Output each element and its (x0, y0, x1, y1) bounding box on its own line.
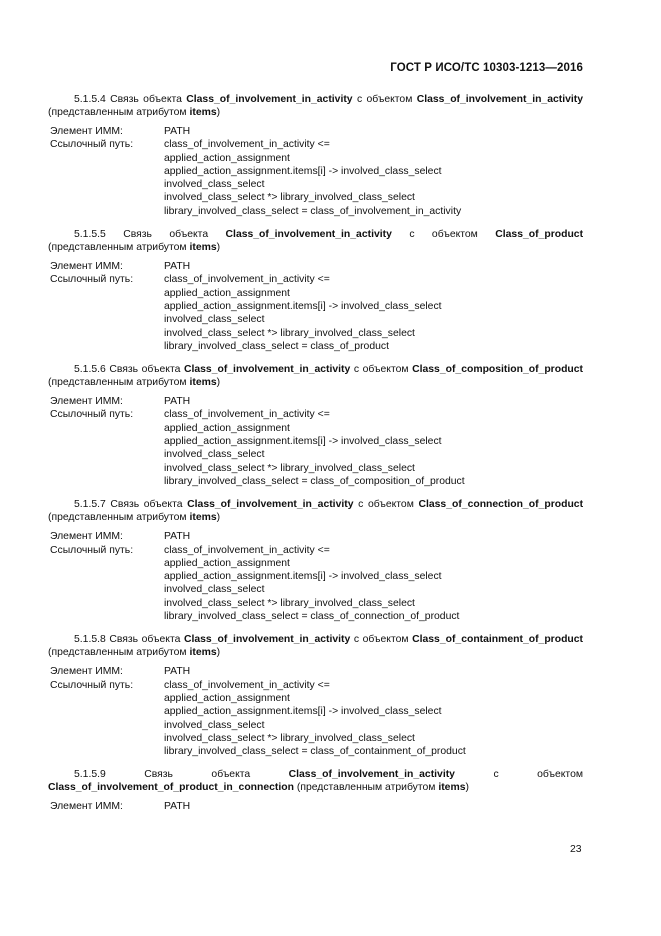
document-body (48, 93, 583, 824)
aim-element-value: PATH (164, 666, 191, 678)
mapping-section (48, 768, 583, 813)
section-number: 5.1.5.6 (74, 364, 106, 376)
aim-element-label: Элемент ИММ: (50, 126, 123, 137)
reference-path-label: Ссылочный путь: (50, 544, 134, 556)
attribute-prefix: (представленным атрибутом (296, 782, 436, 794)
section-number: 5.1.5.8 (74, 634, 106, 646)
section-heading (48, 228, 583, 254)
reference-path-line: applied_action_assignment (164, 287, 290, 299)
section-number: 5.1.5.7 (74, 499, 106, 511)
mapping-section (48, 633, 583, 758)
heading-connector: с объектом (493, 769, 583, 781)
source-entity: Class_of_involvement_in_activity (187, 499, 354, 511)
attribute-prefix: (представленным атрибутом (48, 242, 187, 254)
reference-path-label: Ссылочный путь: (50, 139, 134, 151)
reference-path (164, 544, 583, 624)
section-number: 5.1.5.5 (74, 229, 106, 241)
attribute-suffix: ) (216, 242, 221, 254)
mapping-section (48, 228, 583, 353)
heading-intro: Связь объекта (123, 229, 209, 241)
reference-path-line: library_involved_class_select = class_of_product (164, 340, 389, 352)
attribute-name: items (189, 377, 217, 389)
aim-element-row (48, 260, 583, 273)
attribute-prefix: (представленным атрибутом (48, 647, 187, 659)
reference-path-line: applied_action_assignment.items[i] -> involved_class_select (164, 706, 442, 718)
reference-path-line: class_of_involvement_in_activity <= (164, 544, 330, 556)
reference-path-line: involved_class_select (164, 449, 265, 461)
heading-intro: Связь объекта (110, 499, 183, 511)
reference-path-line: library_involved_class_select = class_of_containment_of_product (164, 746, 466, 758)
section-heading (48, 363, 583, 389)
section-heading (48, 93, 583, 119)
aim-element-row (48, 665, 583, 678)
reference-path-row (48, 408, 583, 488)
heading-connector: с объектом (353, 634, 409, 646)
reference-path (164, 273, 583, 353)
reference-path-line: applied_action_assignment (164, 557, 290, 569)
reference-path-line: involved_class_select (164, 179, 265, 191)
target-entity: Class_of_involvement_in_activity (416, 94, 584, 105)
reference-path-line: involved_class_select *> library_involved_class_select (164, 462, 415, 474)
page-number: 23 (570, 844, 582, 855)
heading-connector: с объектом (356, 94, 413, 105)
reference-path-line: involved_class_select *> library_involved_class_select (164, 327, 415, 339)
aim-element-row (48, 125, 583, 138)
target-entity: Class_of_containment_of_product (412, 634, 584, 646)
section-heading (48, 633, 583, 659)
reference-path-line: library_involved_class_select = class_of_connection_of_product (164, 611, 460, 623)
target-entity: Class_of_product (495, 229, 584, 241)
target-entity: Class_of_involvement_of_product_in_connection (48, 782, 294, 794)
aim-element-value: PATH (164, 126, 191, 137)
attribute-name: items (189, 647, 217, 659)
aim-element-label: Элемент ИММ: (50, 531, 123, 543)
aim-element-value: PATH (164, 261, 191, 273)
reference-path (164, 138, 583, 218)
heading-intro: Связь объекта (144, 769, 251, 781)
attribute-suffix: ) (216, 377, 221, 389)
reference-path-line: library_involved_class_select = class_of_composition_of_product (164, 475, 465, 487)
reference-path-line: involved_class_select *> library_involved_class_select (164, 597, 415, 609)
aim-element-row (48, 800, 583, 813)
aim-element-label: Элемент ИММ: (50, 801, 123, 813)
source-entity: Class_of_involvement_in_activity (288, 769, 455, 781)
reference-path-line: applied_action_assignment.items[i] -> involved_class_select (164, 300, 442, 312)
section-heading (48, 498, 583, 524)
reference-path-line: class_of_involvement_in_activity <= (164, 139, 330, 151)
heading-intro: Связь объекта (109, 634, 181, 646)
reference-path-row (48, 544, 583, 624)
reference-path-line: applied_action_assignment.items[i] -> involved_class_select (164, 436, 442, 448)
reference-path-row (48, 138, 583, 218)
reference-path-label: Ссылочный путь: (50, 274, 134, 286)
reference-path-line: involved_class_select *> library_involved_class_select (164, 192, 415, 204)
aim-element-value: PATH (164, 531, 191, 543)
reference-path-line: applied_action_assignment (164, 692, 290, 704)
reference-path-line: involved_class_select (164, 584, 265, 596)
attribute-name: items (189, 242, 217, 254)
reference-path-line: applied_action_assignment.items[i] -> involved_class_select (164, 571, 442, 583)
reference-path-line: class_of_involvement_in_activity <= (164, 409, 330, 421)
reference-path-line: class_of_involvement_in_activity <= (164, 679, 330, 691)
aim-element-value: PATH (164, 801, 191, 813)
source-entity: Class_of_involvement_in_activity (183, 364, 351, 376)
section-number: 5.1.5.4 (74, 94, 106, 105)
reference-path (164, 408, 583, 488)
aim-element-row (48, 395, 583, 408)
reference-path-row (48, 273, 583, 353)
mapping-section (48, 363, 583, 488)
aim-element-value: PATH (164, 396, 191, 408)
source-entity: Class_of_involvement_in_activity (186, 94, 353, 105)
reference-path-line: involved_class_select *> library_involved_class_select (164, 732, 415, 744)
reference-path-line: involved_class_select (164, 719, 265, 731)
attribute-name: items (189, 107, 217, 118)
heading-connector: с объектом (409, 229, 478, 241)
attribute-suffix: ) (216, 107, 221, 118)
reference-path-line: class_of_involvement_in_activity <= (164, 274, 330, 286)
aim-element-label: Элемент ИММ: (50, 261, 123, 273)
attribute-name: items (438, 782, 466, 794)
heading-connector: с объектом (358, 499, 414, 511)
attribute-suffix: ) (216, 512, 221, 524)
reference-path-line: applied_action_assignment (164, 152, 290, 164)
source-entity: Class_of_involvement_in_activity (225, 229, 392, 241)
heading-intro: Связь объекта (109, 364, 181, 376)
reference-path-line: library_involved_class_select = class_of_involvement_in_activity (164, 205, 462, 217)
reference-path-label: Ссылочный путь: (50, 409, 134, 421)
reference-path-line: involved_class_select (164, 314, 265, 326)
reference-path-row (48, 679, 583, 759)
reference-path (164, 679, 583, 759)
aim-element-label: Элемент ИММ: (50, 666, 123, 678)
section-heading (48, 768, 583, 794)
section-number: 5.1.5.9 (74, 769, 106, 781)
reference-path-line: applied_action_assignment.items[i] -> involved_class_select (164, 165, 442, 177)
attribute-prefix: (представленным атрибутом (48, 107, 187, 118)
mapping-section (48, 93, 583, 218)
target-entity: Class_of_composition_of_product (412, 364, 584, 376)
document-header: ГОСТ Р ИСО/ТС 10303-1213—2016 (390, 62, 583, 74)
source-entity: Class_of_involvement_in_activity (183, 634, 351, 646)
attribute-prefix: (представленным атрибутом (48, 377, 187, 389)
aim-element-label: Элемент ИММ: (50, 396, 123, 408)
reference-path-line: applied_action_assignment (164, 422, 290, 434)
heading-intro: Связь объекта (110, 94, 182, 105)
target-entity: Class_of_connection_of_product (418, 499, 584, 511)
attribute-prefix: (представленным атрибутом (48, 512, 187, 524)
attribute-name: items (189, 512, 217, 524)
mapping-section (48, 498, 583, 623)
attribute-suffix: ) (465, 782, 469, 794)
aim-element-row (48, 530, 583, 543)
attribute-suffix: ) (216, 647, 221, 659)
heading-connector: с объектом (353, 364, 409, 376)
reference-path-label: Ссылочный путь: (50, 679, 134, 691)
